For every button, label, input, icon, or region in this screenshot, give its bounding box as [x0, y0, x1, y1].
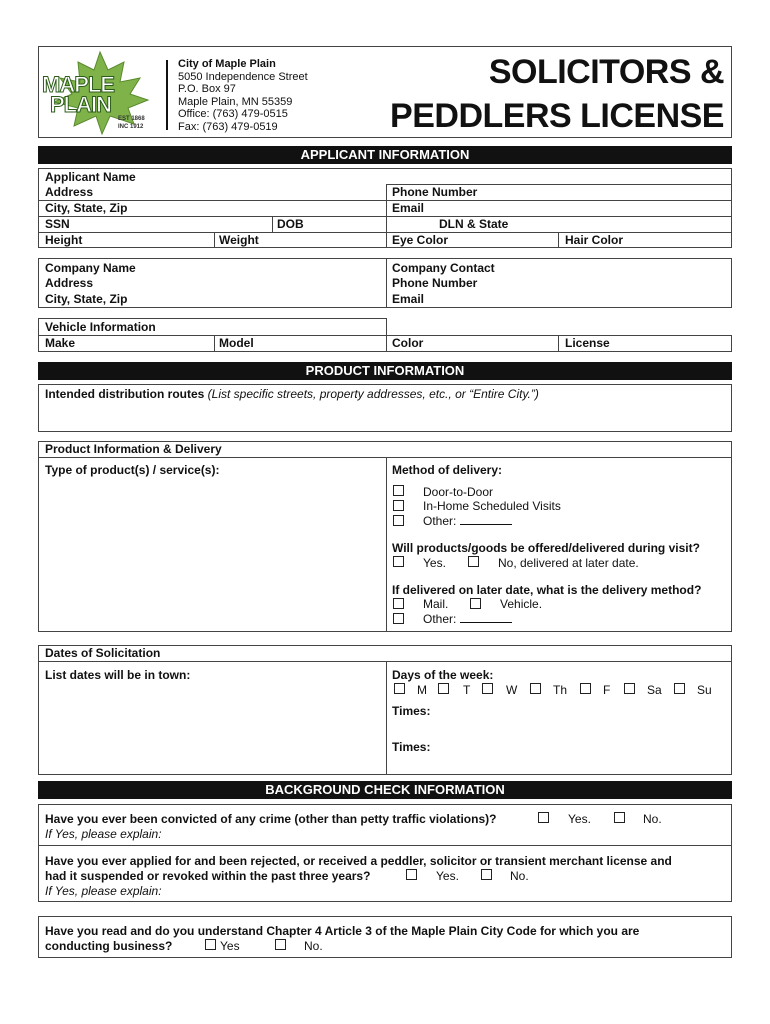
divider: [38, 232, 732, 233]
applicant-box: [38, 168, 732, 248]
applicant-name-label[interactable]: Applicant Name: [45, 170, 136, 184]
license-explain[interactable]: If Yes, please explain:: [45, 884, 162, 898]
other-text: Other:: [423, 514, 457, 528]
company-name-label[interactable]: Company Name: [45, 261, 136, 275]
license-yes-checkbox[interactable]: [406, 869, 417, 880]
company-email-label[interactable]: Email: [392, 292, 425, 306]
company-contact-label[interactable]: Company Contact: [392, 261, 495, 275]
ssn-label[interactable]: SSN: [45, 217, 70, 231]
dln-state-label[interactable]: DLN & State: [439, 217, 509, 231]
times-label-2[interactable]: Times:: [392, 740, 431, 754]
hair-color-label[interactable]: Hair Color: [565, 233, 624, 247]
company-phone-label[interactable]: Phone Number: [392, 276, 478, 290]
company-box: [38, 258, 732, 308]
other-later-label: [423, 612, 512, 626]
pobox: P.O. Box 97: [178, 83, 236, 95]
routes-text: Intended distribution routes: [45, 387, 205, 401]
sunday-label: Su: [697, 683, 712, 697]
later-method-question: If delivered on later date, what is the delivery method?: [392, 583, 702, 597]
other-later-checkbox[interactable]: [393, 613, 404, 624]
title-line-2: PEDDLERS LICENSE: [390, 97, 724, 135]
title-line-1: SOLICITORS &: [488, 53, 724, 91]
divider: [386, 661, 387, 775]
conviction-explain[interactable]: If Yes, please explain:: [45, 827, 162, 841]
height-label[interactable]: Height: [45, 233, 83, 247]
city-name: City of Maple Plain: [178, 58, 276, 70]
vehicle-delivery-label: Vehicle.: [500, 597, 543, 611]
applicant-heading: APPLICANT INFORMATION: [38, 146, 732, 164]
eye-color-label[interactable]: Eye Color: [392, 233, 449, 247]
other-later-text: Other:: [423, 612, 457, 626]
logo-inc: INC 1912: [118, 124, 144, 130]
product-delivery-label: Product Information & Delivery: [45, 442, 222, 456]
divider: [386, 258, 387, 308]
address-label[interactable]: Address: [45, 185, 94, 199]
friday-checkbox[interactable]: [580, 683, 591, 694]
divider: [386, 457, 387, 632]
license-question-1: Have you ever applied for and been rejected, or received a peddler, solicitor or transient merchant license and: [45, 854, 672, 868]
thursday-checkbox[interactable]: [530, 683, 541, 694]
days-label: Days of the week:: [392, 668, 494, 682]
color-label[interactable]: Color: [392, 336, 424, 350]
divider: [38, 845, 732, 846]
other-blank[interactable]: [460, 514, 512, 525]
license-question-2: had it suspended or revoked within the past three years?: [45, 869, 371, 883]
code-no-checkbox[interactable]: [275, 939, 286, 950]
conviction-no-checkbox[interactable]: [614, 812, 625, 823]
license-yes-label: Yes.: [436, 869, 459, 883]
other-method-checkbox[interactable]: [393, 515, 404, 526]
divider: [214, 232, 215, 248]
in-home-label: In-Home Scheduled Visits: [423, 499, 561, 513]
routes-hint: (List specific streets, property addresses, etc., or “Entire City.”): [207, 387, 539, 401]
saturday-checkbox[interactable]: [624, 683, 635, 694]
form-title: [390, 50, 724, 138]
divider: [558, 232, 559, 248]
code-question-2: conducting business?: [45, 939, 173, 953]
monday-label: M: [417, 683, 427, 697]
saturday-label: Sa: [647, 683, 662, 697]
divider: [386, 184, 387, 248]
company-address-label[interactable]: Address: [45, 276, 94, 290]
door-to-door-checkbox[interactable]: [393, 485, 404, 496]
code-yes-checkbox[interactable]: [205, 939, 216, 950]
header-divider: [166, 60, 168, 130]
offered-no-checkbox[interactable]: [468, 556, 479, 567]
list-dates-label[interactable]: List dates will be in town:: [45, 668, 191, 682]
divider: [214, 335, 215, 352]
times-label-1[interactable]: Times:: [392, 704, 431, 718]
divider: [38, 200, 732, 201]
logo-text-plain: PLAIN: [50, 92, 111, 117]
offered-question: Will products/goods be offered/delivered during visit?: [392, 541, 700, 555]
city-state-zip: Maple Plain, MN 55359: [178, 95, 293, 108]
maple-plain-logo: [40, 48, 158, 136]
divider: [558, 335, 559, 352]
office-phone: Office: (763) 479-0515: [178, 108, 288, 120]
other-later-blank[interactable]: [460, 612, 512, 623]
dates-heading: Dates of Solicitation: [45, 646, 161, 660]
offered-yes-label: Yes.: [423, 556, 446, 570]
code-question-1: Have you read and do you understand Chapter 4 Article 3 of the Maple Plain City Code for which you are: [45, 924, 640, 938]
dob-label[interactable]: DOB: [277, 217, 304, 231]
divider: [38, 661, 732, 662]
sunday-checkbox[interactable]: [674, 683, 685, 694]
fax: Fax: (763) 479-0519: [178, 120, 278, 133]
city-state-zip-label[interactable]: City, State, Zip: [45, 201, 128, 215]
monday-checkbox[interactable]: [394, 683, 405, 694]
in-home-checkbox[interactable]: [393, 500, 404, 511]
background-heading: BACKGROUND CHECK INFORMATION: [38, 781, 732, 799]
conviction-yes-checkbox[interactable]: [538, 812, 549, 823]
divider: [386, 335, 387, 352]
vehicle-box: [38, 335, 732, 352]
divider: [38, 457, 732, 458]
logo-text-maple: MAPLE: [42, 72, 114, 97]
model-label[interactable]: Model: [219, 336, 254, 350]
city-address: [178, 58, 308, 133]
weight-label[interactable]: Weight: [219, 233, 259, 247]
routes-label: [45, 387, 539, 401]
phone-label[interactable]: Phone Number: [392, 185, 478, 199]
divider: [38, 216, 732, 217]
thursday-label: Th: [553, 683, 568, 697]
product-type-label[interactable]: Type of product(s) / service(s):: [45, 463, 220, 477]
license-label[interactable]: License: [565, 336, 610, 350]
method-label: Method of delivery:: [392, 463, 503, 477]
dates-box: [38, 645, 732, 775]
logo-est: EST 1868: [118, 116, 145, 122]
email-label[interactable]: Email: [392, 201, 425, 215]
conviction-question: Have you ever been convicted of any crime (other than petty traffic violations)?: [45, 812, 497, 826]
offered-yes-checkbox[interactable]: [393, 556, 404, 567]
code-no-label: No.: [304, 939, 323, 953]
other-method-label: [423, 514, 512, 528]
wednesday-checkbox[interactable]: [482, 683, 493, 694]
mail-checkbox[interactable]: [393, 598, 404, 609]
mail-label: Mail.: [423, 597, 449, 611]
conviction-no-label: No.: [643, 812, 662, 826]
door-to-door-label: Door-to-Door: [423, 485, 494, 499]
conviction-yes-label: Yes.: [568, 812, 591, 826]
company-city-label[interactable]: City, State, Zip: [45, 292, 128, 306]
friday-label: F: [603, 683, 611, 697]
vehicle-delivery-checkbox[interactable]: [470, 598, 481, 609]
wednesday-label: W: [506, 683, 518, 697]
vehicle-info-label: Vehicle Information: [45, 320, 156, 334]
tuesday-checkbox[interactable]: [438, 683, 449, 694]
code-yes-label: Yes: [220, 939, 240, 953]
license-no-checkbox[interactable]: [481, 869, 492, 880]
product-heading: PRODUCT INFORMATION: [38, 362, 732, 380]
tuesday-label: T: [463, 683, 471, 697]
offered-no-label: No, delivered at later date.: [498, 556, 639, 570]
license-no-label: No.: [510, 869, 529, 883]
divider: [272, 216, 273, 232]
make-label[interactable]: Make: [45, 336, 76, 350]
street: 5050 Independence Street: [178, 70, 308, 83]
